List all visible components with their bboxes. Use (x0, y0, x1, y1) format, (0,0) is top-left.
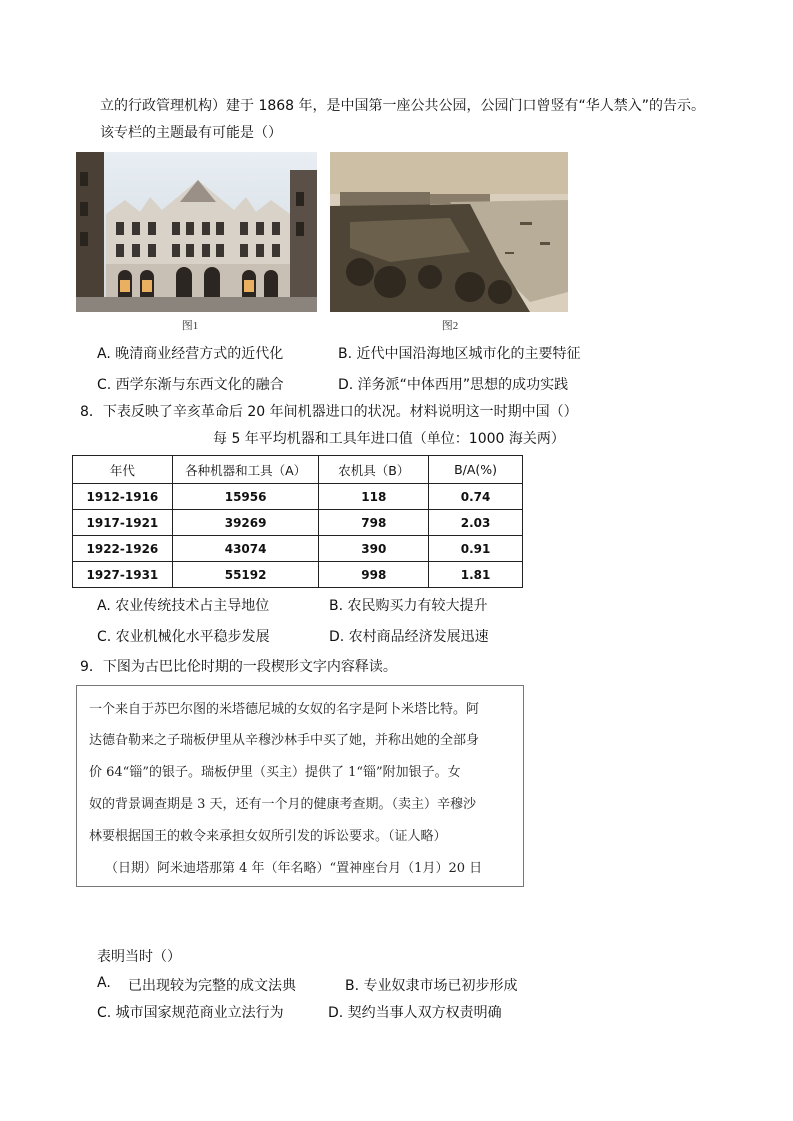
q9-stem: 9．下图为古巴比伦时期的一段楔形文字内容释读。 (80, 659, 397, 675)
table-cell: 15956 (172, 484, 319, 510)
table-cell: 55192 (172, 562, 319, 588)
q9-option-c: C. 城市国家规范商业立法行为 (97, 1005, 284, 1021)
table-cell: 0.91 (429, 536, 523, 562)
table-cell: 43074 (172, 536, 319, 562)
q9-option-b: B. 专业奴隶市场已初步形成 (345, 978, 518, 994)
q7-option-b: B. 近代中国沿海地区城市化的主要特征 (338, 346, 581, 362)
figure1-caption: 图1 (181, 320, 199, 332)
table-cell: 118 (319, 484, 429, 510)
table-cell: 1922-1926 (73, 536, 173, 562)
cuneiform-translation-box (76, 685, 524, 887)
table-cell: 1917-1921 (73, 510, 173, 536)
q9-stem-2: 表明当时（） (97, 949, 181, 965)
doc-line: 林要根据国王的敕令来承担女奴所引发的诉讼要求。（证人略） (89, 829, 447, 844)
doc-line: 达德旮勒来之子瑞板伊里从辛穆沙林手中买了她，并称出她的全部身 (89, 733, 480, 748)
q8-option-c: C. 农业机械化水平稳步发展 (97, 629, 270, 645)
q9-option-a: 已出现较为完整的成文法典 (128, 978, 296, 994)
table-header-cell: 各种机器和工具（A） (172, 456, 319, 484)
q8-stem: 8．下表反映了辛亥革命后 20 年间机器进口的状况。材料说明这一时期中国（） (80, 404, 578, 420)
table-cell: 1.81 (429, 562, 523, 588)
q8-table-title: 每 5 年平均机器和工具年进口值（单位：1000 海关两） (213, 431, 565, 447)
intro-line-2: 该专栏的主题最有可能是（） (100, 125, 282, 141)
import-table (72, 455, 523, 588)
doc-line: 一个来自于苏巴尔图的米塔德尼城的女奴的名字是阿卜米塔比特。阿 (89, 702, 480, 717)
table-cell: 0.74 (429, 484, 523, 510)
table-row (73, 510, 523, 536)
figure2-caption: 图2 (441, 320, 459, 332)
q7-option-c: C. 西学东渐与东西文化的融合 (97, 377, 284, 393)
doc-line: （日期）阿米迪塔那第 4 年（年名略）“置神座台月（1月）20 日 (105, 861, 483, 876)
table-row (73, 484, 523, 510)
table-cell: 1927-1931 (73, 562, 173, 588)
q8-option-b: B. 农民购买力有较大提升 (329, 598, 488, 614)
table-cell: 798 (319, 510, 429, 536)
q7-option-a: A. 晚清商业经营方式的近代化 (97, 346, 284, 362)
table-cell: 2.03 (429, 510, 523, 536)
table-header-cell: B/A(%) (429, 456, 523, 484)
intro-line-1: 立的行政管理机构）建于 1868 年，是中国第一座公共公园，公园门口曾竖有“华人禁入”的告示。 (100, 98, 706, 114)
q7-option-d: D. 洋务派“中体西用”思想的成功实践 (338, 377, 569, 393)
q8-option-d: D. 农村商品经济发展迅速 (329, 629, 489, 645)
table-row (73, 562, 523, 588)
table-header-cell: 农机具（B） (319, 456, 429, 484)
q9-option-a-label: A. (97, 975, 111, 991)
table-cell: 39269 (172, 510, 319, 536)
table-header-row (73, 456, 523, 484)
figure1-building-photo (76, 152, 317, 312)
table-cell: 1912-1916 (73, 484, 173, 510)
doc-line: 价 64“锱”的银子。瑞板伊里（买主）提供了 1“锱”附加银子。女 (89, 765, 461, 780)
q8-option-a: A. 农业传统技术占主导地位 (97, 598, 270, 614)
doc-line: 奴的背景调查期是 3 天，还有一个月的健康考查期。（卖主）辛穆沙 (89, 797, 477, 812)
figure2-harbor-photo (330, 152, 568, 312)
table-row (73, 536, 523, 562)
table-cell: 998 (319, 562, 429, 588)
table-cell: 390 (319, 536, 429, 562)
q9-option-d: D. 契约当事人双方权责明确 (328, 1005, 502, 1021)
table-header-cell: 年代 (73, 456, 173, 484)
